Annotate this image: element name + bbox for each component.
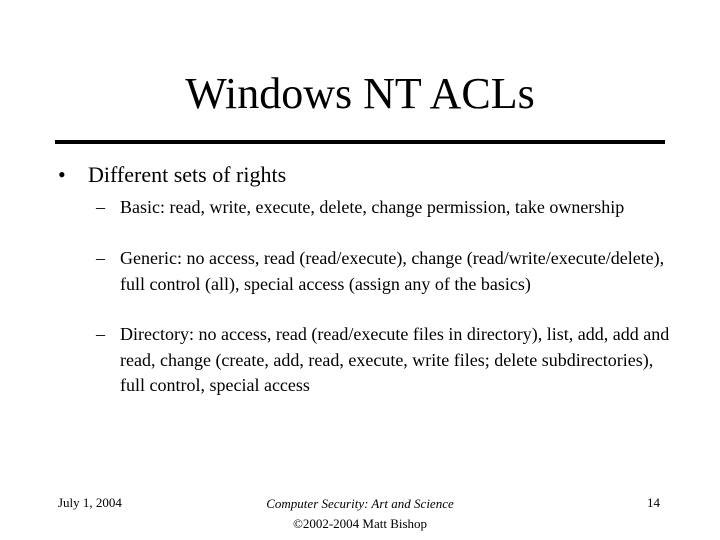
footer-page-number: 14 <box>647 495 660 510</box>
sub-item-basic <box>96 195 676 221</box>
title-divider <box>55 140 665 144</box>
dash-icon: – <box>96 248 105 268</box>
bullet-icon: • <box>58 162 66 187</box>
sub-item-text: Generic: no access, read (read/execute), change (read/write/execute/delete), full control (all), special access (assign any of the basics) <box>120 248 665 294</box>
slide-title: Windows NT ACLs <box>185 69 535 118</box>
sub-item-directory <box>96 322 676 399</box>
footer-copyright: ©2002-2004 Matt Bishop <box>292 516 428 531</box>
sub-item-text: Directory: no access, read (read/execute files in directory), list, add, add and read, change (create, add, read, execute, write files; delete subdirectories), full control, special access <box>120 324 670 395</box>
dash-icon: – <box>96 324 105 344</box>
footer-course-title: Computer Security: Art and Science <box>266 496 454 511</box>
footer-date: July 1, 2004 <box>58 495 122 510</box>
sub-item-generic <box>96 246 676 297</box>
bullet-text: Different sets of rights <box>88 162 287 187</box>
footer-center <box>210 494 510 534</box>
dash-icon: – <box>96 197 105 217</box>
sub-item-text: Basic: read, write, execute, delete, change permission, take ownership <box>120 197 625 217</box>
